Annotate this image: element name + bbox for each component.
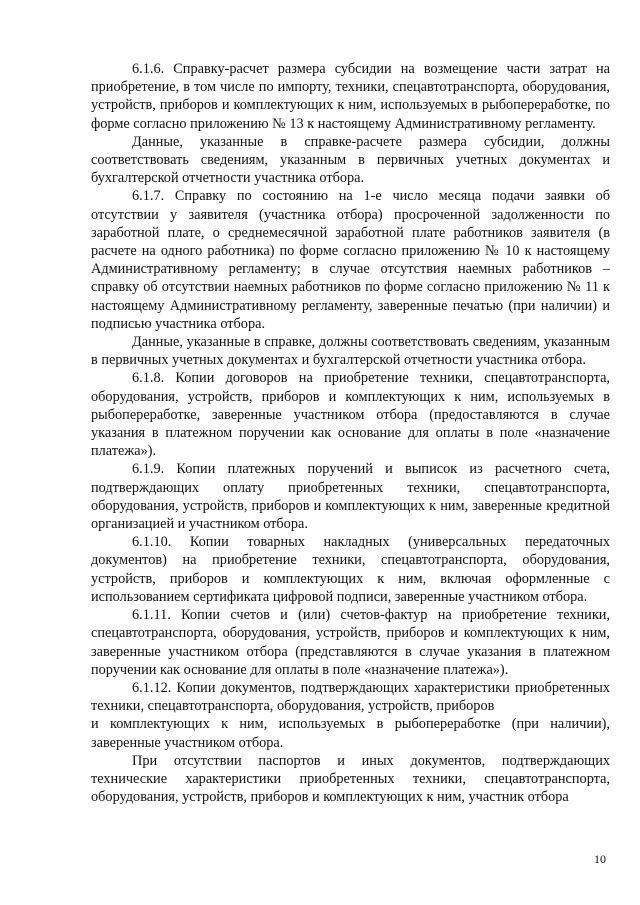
paragraph-6-1-11: 6.1.11. Копии счетов и (или) счетов-фактур на приобретение техники, спецавтотранспорта, оборудования, устройств, приборов и комплектующих к ним, заверенные участником отбора (представляются в случае указания в платежном поручении как основание для оплаты в поле «назначение платежа»).	[91, 607, 610, 678]
page-number: 10	[594, 852, 606, 866]
paragraph-6-1-7-data: Данные, указанные в справке, должны соответствовать сведениям, указанным в первичных учетных документах и бухгалтерской отчетности участника отбора.	[91, 334, 610, 369]
paragraph-6-1-8: 6.1.8. Копии договоров на приобретение техники, спецавтотранспорта, оборудования, устройств, приборов и комплектующих к ним, используемых в рыбопереработке, заверенные участником отбора (предоставляются в случае указания в платежном поручении как основание для оплаты в поле «назначение платежа»).	[91, 370, 610, 460]
paragraph-6-1-12: 6.1.12. Копии документов, подтверждающих характеристики приобретенных техники, спецавтотранспорта, оборудования, устройств, приборов	[91, 679, 610, 715]
paragraph-6-1-10: 6.1.10. Копии товарных накладных (универсальных передаточных документов) на приобретение техники, спецавтотранспорта, оборудования, устройств, приборов и комплектующих к ним, включая оформленные с использованием сертификата цифровой подписи, заверенные участником отбора.	[91, 534, 610, 605]
paragraph-6-1-6: 6.1.6. Справку-расчет размера субсидии на возмещение части затрат на приобретение, в том числе по импорту, техники, спецавтотранспорта, оборудования, устройств, приборов и комплектующих к ним, используемых в рыбопереработке, по форме согласно приложению № 13 к настоящему Административному регламенту.	[91, 61, 610, 132]
paragraph-missing-passports: При отсутствии паспортов и иных документов, подтверждающих технические характеристики приобретенных техники, спецавтотранспорта, оборудования, устройств, приборов и комплектующих к ним, участник отбора	[91, 752, 610, 806]
paragraph-6-1-9: 6.1.9. Копии платежных поручений и выписок из расчетного счета, подтверждающих оплату приобретенных техники, спецавтотранспорта, оборудования, устройств, приборов и комплектующих к ним, заверенные кредитной организацией и участником отбора.	[91, 461, 610, 533]
document-body	[91, 60, 610, 806]
paragraph-6-1-6-data: Данные, указанные в справке-расчете размера субсидии, должны соответствовать сведениям, указанным в первичных учетных документах и бухгалтерской отчетности участника отбора.	[91, 133, 610, 187]
paragraph-6-1-12-continued: и комплектующих к ним, используемых в рыбопереработке (при наличии), заверенные участником отбора.	[91, 716, 610, 751]
paragraph-6-1-7: 6.1.7. Справку по состоянию на 1-е число месяца подачи заявки об отсутствии у заявителя (участника отбора) просроченной задолженности по заработной плате, о среднемесячной заработной плате работников заявителя (в расчете на одного работника) по форме согласно приложению № 10 к настоящему Административному регламенту; в случае отсутствия наемных работников – справку об отсутствии наемных работников по форме согласно приложению № 11 к настоящему Административному регламенту, заверенные печатью (при наличии) и подписью участника отбора.	[91, 188, 610, 332]
